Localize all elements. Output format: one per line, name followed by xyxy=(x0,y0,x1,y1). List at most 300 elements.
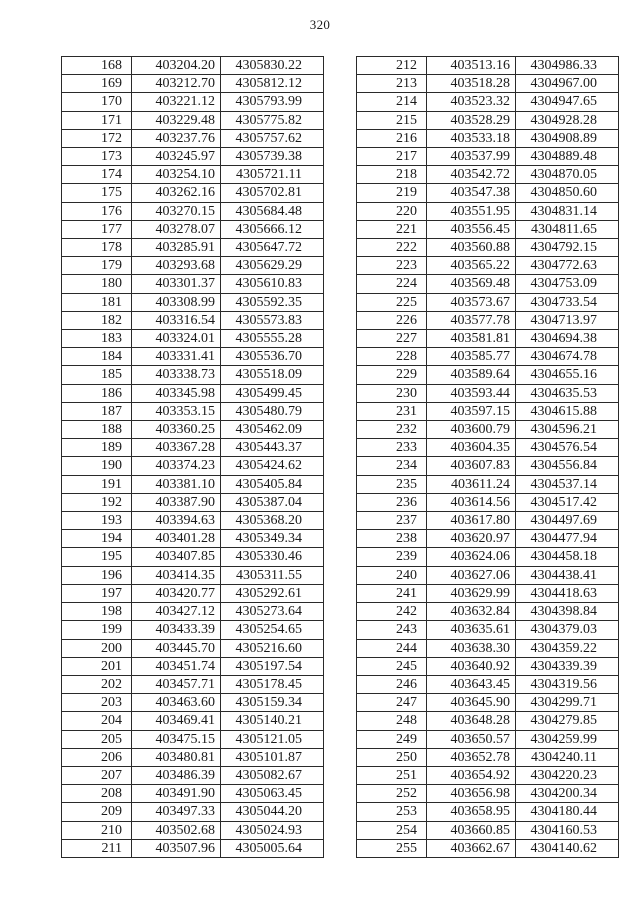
x-coordinate-cell: 403523.32 xyxy=(427,93,516,111)
x-coordinate-cell: 403528.29 xyxy=(427,111,516,129)
y-coordinate-cell: 4305082.67 xyxy=(221,766,324,784)
table-row xyxy=(357,821,619,839)
x-coordinate-cell: 403593.44 xyxy=(427,384,516,402)
point-number-cell: 192 xyxy=(62,493,132,511)
coordinate-table-right-body xyxy=(357,57,619,858)
point-number-cell: 175 xyxy=(62,184,132,202)
point-number-cell: 216 xyxy=(357,129,427,147)
y-coordinate-cell: 4304299.71 xyxy=(516,694,619,712)
x-coordinate-cell: 403581.81 xyxy=(427,330,516,348)
x-coordinate-cell: 403648.28 xyxy=(427,712,516,730)
point-number-cell: 207 xyxy=(62,766,132,784)
point-number-cell: 183 xyxy=(62,330,132,348)
table-row xyxy=(62,75,324,93)
y-coordinate-cell: 4305273.64 xyxy=(221,603,324,621)
x-coordinate-cell: 403324.01 xyxy=(132,330,221,348)
y-coordinate-cell: 4304319.56 xyxy=(516,675,619,693)
x-coordinate-cell: 403662.67 xyxy=(427,839,516,857)
table-row xyxy=(357,402,619,420)
point-number-cell: 180 xyxy=(62,275,132,293)
x-coordinate-cell: 403229.48 xyxy=(132,111,221,129)
x-coordinate-cell: 403573.67 xyxy=(427,293,516,311)
y-coordinate-cell: 4305647.72 xyxy=(221,239,324,257)
y-coordinate-cell: 4304477.94 xyxy=(516,530,619,548)
point-number-cell: 219 xyxy=(357,184,427,202)
y-coordinate-cell: 4305254.65 xyxy=(221,621,324,639)
y-coordinate-cell: 4305775.82 xyxy=(221,111,324,129)
y-coordinate-cell: 4304986.33 xyxy=(516,57,619,75)
table-row xyxy=(357,694,619,712)
y-coordinate-cell: 4305536.70 xyxy=(221,348,324,366)
coordinate-table-right xyxy=(356,56,619,858)
table-row xyxy=(62,148,324,166)
x-coordinate-cell: 403656.98 xyxy=(427,785,516,803)
y-coordinate-cell: 4304811.65 xyxy=(516,220,619,238)
table-row xyxy=(62,512,324,530)
table-row xyxy=(357,111,619,129)
table-row xyxy=(62,584,324,602)
table-row xyxy=(357,311,619,329)
x-coordinate-cell: 403556.45 xyxy=(427,220,516,238)
table-row xyxy=(62,293,324,311)
table-row xyxy=(62,202,324,220)
coordinate-table-left xyxy=(61,56,324,858)
table-row xyxy=(62,384,324,402)
x-coordinate-cell: 403420.77 xyxy=(132,584,221,602)
point-number-cell: 168 xyxy=(62,57,132,75)
point-number-cell: 210 xyxy=(62,821,132,839)
point-number-cell: 226 xyxy=(357,311,427,329)
table-row xyxy=(62,475,324,493)
point-number-cell: 172 xyxy=(62,129,132,147)
point-number-cell: 193 xyxy=(62,512,132,530)
x-coordinate-cell: 403565.22 xyxy=(427,257,516,275)
table-row xyxy=(357,548,619,566)
y-coordinate-cell: 4305424.62 xyxy=(221,457,324,475)
point-number-cell: 240 xyxy=(357,566,427,584)
coordinate-table-left-body xyxy=(62,57,324,858)
point-number-cell: 190 xyxy=(62,457,132,475)
y-coordinate-cell: 4305292.61 xyxy=(221,584,324,602)
point-number-cell: 181 xyxy=(62,293,132,311)
table-row xyxy=(357,785,619,803)
point-number-cell: 187 xyxy=(62,402,132,420)
point-number-cell: 246 xyxy=(357,675,427,693)
x-coordinate-cell: 403620.97 xyxy=(427,530,516,548)
table-row xyxy=(62,257,324,275)
x-coordinate-cell: 403469.41 xyxy=(132,712,221,730)
table-row xyxy=(357,748,619,766)
point-number-cell: 211 xyxy=(62,839,132,857)
table-row xyxy=(357,220,619,238)
table-row xyxy=(357,184,619,202)
table-row xyxy=(62,439,324,457)
y-coordinate-cell: 4305330.46 xyxy=(221,548,324,566)
table-row xyxy=(62,730,324,748)
y-coordinate-cell: 4304359.22 xyxy=(516,639,619,657)
point-number-cell: 176 xyxy=(62,202,132,220)
y-coordinate-cell: 4305573.83 xyxy=(221,311,324,329)
y-coordinate-cell: 4305592.35 xyxy=(221,293,324,311)
point-number-cell: 179 xyxy=(62,257,132,275)
y-coordinate-cell: 4305499.45 xyxy=(221,384,324,402)
point-number-cell: 218 xyxy=(357,166,427,184)
y-coordinate-cell: 4305629.29 xyxy=(221,257,324,275)
point-number-cell: 252 xyxy=(357,785,427,803)
table-row xyxy=(357,457,619,475)
y-coordinate-cell: 4305793.99 xyxy=(221,93,324,111)
point-number-cell: 236 xyxy=(357,493,427,511)
x-coordinate-cell: 403433.39 xyxy=(132,621,221,639)
table-row xyxy=(357,839,619,857)
x-coordinate-cell: 403254.10 xyxy=(132,166,221,184)
x-coordinate-cell: 403537.99 xyxy=(427,148,516,166)
table-row xyxy=(357,657,619,675)
point-number-cell: 223 xyxy=(357,257,427,275)
y-coordinate-cell: 4304792.15 xyxy=(516,239,619,257)
table-row xyxy=(62,493,324,511)
table-row xyxy=(62,457,324,475)
x-coordinate-cell: 403245.97 xyxy=(132,148,221,166)
x-coordinate-cell: 403611.24 xyxy=(427,475,516,493)
table-row xyxy=(62,694,324,712)
point-number-cell: 227 xyxy=(357,330,427,348)
point-number-cell: 233 xyxy=(357,439,427,457)
point-number-cell: 242 xyxy=(357,603,427,621)
y-coordinate-cell: 4305159.34 xyxy=(221,694,324,712)
y-coordinate-cell: 4304635.53 xyxy=(516,384,619,402)
x-coordinate-cell: 403560.88 xyxy=(427,239,516,257)
x-coordinate-cell: 403353.15 xyxy=(132,402,221,420)
x-coordinate-cell: 403654.92 xyxy=(427,766,516,784)
x-coordinate-cell: 403585.77 xyxy=(427,348,516,366)
page-number: 320 xyxy=(309,17,331,32)
x-coordinate-cell: 403604.35 xyxy=(427,439,516,457)
x-coordinate-cell: 403652.78 xyxy=(427,748,516,766)
y-coordinate-cell: 4304200.34 xyxy=(516,785,619,803)
x-coordinate-cell: 403308.99 xyxy=(132,293,221,311)
y-coordinate-cell: 4304655.16 xyxy=(516,366,619,384)
table-row xyxy=(62,421,324,439)
y-coordinate-cell: 4304694.38 xyxy=(516,330,619,348)
point-number-cell: 182 xyxy=(62,311,132,329)
y-coordinate-cell: 4304908.89 xyxy=(516,129,619,147)
table-row xyxy=(62,657,324,675)
point-number-cell: 250 xyxy=(357,748,427,766)
x-coordinate-cell: 403497.33 xyxy=(132,803,221,821)
y-coordinate-cell: 4305480.79 xyxy=(221,402,324,420)
y-coordinate-cell: 4304180.44 xyxy=(516,803,619,821)
y-coordinate-cell: 4305005.64 xyxy=(221,839,324,857)
y-coordinate-cell: 4305812.12 xyxy=(221,75,324,93)
table-row xyxy=(357,512,619,530)
y-coordinate-cell: 4304438.41 xyxy=(516,566,619,584)
y-coordinate-cell: 4304889.48 xyxy=(516,148,619,166)
y-coordinate-cell: 4304556.84 xyxy=(516,457,619,475)
point-number-cell: 249 xyxy=(357,730,427,748)
y-coordinate-cell: 4305405.84 xyxy=(221,475,324,493)
y-coordinate-cell: 4305216.60 xyxy=(221,639,324,657)
table-row xyxy=(62,111,324,129)
y-coordinate-cell: 4305140.21 xyxy=(221,712,324,730)
x-coordinate-cell: 403381.10 xyxy=(132,475,221,493)
table-row xyxy=(62,821,324,839)
table-row xyxy=(62,184,324,202)
y-coordinate-cell: 4305610.83 xyxy=(221,275,324,293)
x-coordinate-cell: 403513.16 xyxy=(427,57,516,75)
point-number-cell: 174 xyxy=(62,166,132,184)
x-coordinate-cell: 403204.20 xyxy=(132,57,221,75)
table-row xyxy=(357,330,619,348)
y-coordinate-cell: 4305684.48 xyxy=(221,202,324,220)
point-number-cell: 177 xyxy=(62,220,132,238)
y-coordinate-cell: 4305368.20 xyxy=(221,512,324,530)
table-row xyxy=(357,166,619,184)
table-row xyxy=(62,330,324,348)
y-coordinate-cell: 4305721.11 xyxy=(221,166,324,184)
x-coordinate-cell: 403551.95 xyxy=(427,202,516,220)
point-number-cell: 213 xyxy=(357,75,427,93)
table-row xyxy=(357,202,619,220)
x-coordinate-cell: 403457.71 xyxy=(132,675,221,693)
x-coordinate-cell: 403237.76 xyxy=(132,129,221,147)
point-number-cell: 206 xyxy=(62,748,132,766)
y-coordinate-cell: 4304596.21 xyxy=(516,421,619,439)
table-row xyxy=(62,530,324,548)
point-number-cell: 217 xyxy=(357,148,427,166)
table-row xyxy=(62,785,324,803)
x-coordinate-cell: 403463.60 xyxy=(132,694,221,712)
point-number-cell: 195 xyxy=(62,548,132,566)
x-coordinate-cell: 403507.96 xyxy=(132,839,221,857)
point-number-cell: 244 xyxy=(357,639,427,657)
x-coordinate-cell: 403491.90 xyxy=(132,785,221,803)
x-coordinate-cell: 403338.73 xyxy=(132,366,221,384)
point-number-cell: 169 xyxy=(62,75,132,93)
point-number-cell: 238 xyxy=(357,530,427,548)
x-coordinate-cell: 403645.90 xyxy=(427,694,516,712)
table-row xyxy=(357,603,619,621)
x-coordinate-cell: 403629.99 xyxy=(427,584,516,602)
point-number-cell: 212 xyxy=(357,57,427,75)
point-number-cell: 189 xyxy=(62,439,132,457)
table-row xyxy=(357,766,619,784)
x-coordinate-cell: 403285.91 xyxy=(132,239,221,257)
table-row xyxy=(62,675,324,693)
x-coordinate-cell: 403427.12 xyxy=(132,603,221,621)
x-coordinate-cell: 403367.28 xyxy=(132,439,221,457)
y-coordinate-cell: 4304850.60 xyxy=(516,184,619,202)
point-number-cell: 220 xyxy=(357,202,427,220)
y-coordinate-cell: 4304418.63 xyxy=(516,584,619,602)
table-row xyxy=(357,75,619,93)
table-row xyxy=(62,803,324,821)
table-row xyxy=(62,621,324,639)
x-coordinate-cell: 403278.07 xyxy=(132,220,221,238)
table-row xyxy=(62,566,324,584)
y-coordinate-cell: 4304772.63 xyxy=(516,257,619,275)
table-row xyxy=(62,57,324,75)
x-coordinate-cell: 403533.18 xyxy=(427,129,516,147)
table-row xyxy=(357,257,619,275)
table-row xyxy=(357,530,619,548)
x-coordinate-cell: 403387.90 xyxy=(132,493,221,511)
y-coordinate-cell: 4304576.54 xyxy=(516,439,619,457)
point-number-cell: 254 xyxy=(357,821,427,839)
point-number-cell: 243 xyxy=(357,621,427,639)
point-number-cell: 247 xyxy=(357,694,427,712)
point-number-cell: 198 xyxy=(62,603,132,621)
table-row xyxy=(357,584,619,602)
x-coordinate-cell: 403650.57 xyxy=(427,730,516,748)
x-coordinate-cell: 403486.39 xyxy=(132,766,221,784)
x-coordinate-cell: 403445.70 xyxy=(132,639,221,657)
point-number-cell: 232 xyxy=(357,421,427,439)
table-row xyxy=(62,603,324,621)
y-coordinate-cell: 4304753.09 xyxy=(516,275,619,293)
x-coordinate-cell: 403360.25 xyxy=(132,421,221,439)
point-number-cell: 253 xyxy=(357,803,427,821)
y-coordinate-cell: 4304279.85 xyxy=(516,712,619,730)
point-number-cell: 196 xyxy=(62,566,132,584)
table-row xyxy=(357,57,619,75)
y-coordinate-cell: 4304733.54 xyxy=(516,293,619,311)
table-row xyxy=(357,275,619,293)
x-coordinate-cell: 403394.63 xyxy=(132,512,221,530)
point-number-cell: 230 xyxy=(357,384,427,402)
x-coordinate-cell: 403221.12 xyxy=(132,93,221,111)
table-row xyxy=(62,93,324,111)
x-coordinate-cell: 403316.54 xyxy=(132,311,221,329)
table-row xyxy=(357,384,619,402)
x-coordinate-cell: 403624.06 xyxy=(427,548,516,566)
y-coordinate-cell: 4305024.93 xyxy=(221,821,324,839)
x-coordinate-cell: 403627.06 xyxy=(427,566,516,584)
x-coordinate-cell: 403569.48 xyxy=(427,275,516,293)
point-number-cell: 235 xyxy=(357,475,427,493)
point-number-cell: 191 xyxy=(62,475,132,493)
point-number-cell: 178 xyxy=(62,239,132,257)
y-coordinate-cell: 4304947.65 xyxy=(516,93,619,111)
y-coordinate-cell: 4304517.42 xyxy=(516,493,619,511)
y-coordinate-cell: 4304713.97 xyxy=(516,311,619,329)
x-coordinate-cell: 403597.15 xyxy=(427,402,516,420)
point-number-cell: 239 xyxy=(357,548,427,566)
y-coordinate-cell: 4304928.28 xyxy=(516,111,619,129)
table-row xyxy=(62,239,324,257)
y-coordinate-cell: 4305349.34 xyxy=(221,530,324,548)
point-number-cell: 205 xyxy=(62,730,132,748)
point-number-cell: 201 xyxy=(62,657,132,675)
y-coordinate-cell: 4304497.69 xyxy=(516,512,619,530)
table-row xyxy=(62,366,324,384)
x-coordinate-cell: 403632.84 xyxy=(427,603,516,621)
point-number-cell: 225 xyxy=(357,293,427,311)
table-row xyxy=(357,293,619,311)
y-coordinate-cell: 4304458.18 xyxy=(516,548,619,566)
y-coordinate-cell: 4304967.00 xyxy=(516,75,619,93)
point-number-cell: 185 xyxy=(62,366,132,384)
table-row xyxy=(357,675,619,693)
table-row xyxy=(357,493,619,511)
x-coordinate-cell: 403635.61 xyxy=(427,621,516,639)
point-number-cell: 214 xyxy=(357,93,427,111)
point-number-cell: 224 xyxy=(357,275,427,293)
y-coordinate-cell: 4304379.03 xyxy=(516,621,619,639)
x-coordinate-cell: 403502.68 xyxy=(132,821,221,839)
x-coordinate-cell: 403643.45 xyxy=(427,675,516,693)
y-coordinate-cell: 4304339.39 xyxy=(516,657,619,675)
x-coordinate-cell: 403660.85 xyxy=(427,821,516,839)
point-number-cell: 184 xyxy=(62,348,132,366)
table-row xyxy=(62,839,324,857)
y-coordinate-cell: 4305063.45 xyxy=(221,785,324,803)
point-number-cell: 194 xyxy=(62,530,132,548)
point-number-cell: 199 xyxy=(62,621,132,639)
y-coordinate-cell: 4304259.99 xyxy=(516,730,619,748)
table-row xyxy=(62,712,324,730)
point-number-cell: 209 xyxy=(62,803,132,821)
table-row xyxy=(357,475,619,493)
y-coordinate-cell: 4305311.55 xyxy=(221,566,324,584)
table-row xyxy=(357,439,619,457)
y-coordinate-cell: 4305666.12 xyxy=(221,220,324,238)
y-coordinate-cell: 4305462.09 xyxy=(221,421,324,439)
y-coordinate-cell: 4304240.11 xyxy=(516,748,619,766)
table-row xyxy=(357,621,619,639)
point-number-cell: 228 xyxy=(357,348,427,366)
table-row xyxy=(357,566,619,584)
table-row xyxy=(357,639,619,657)
point-number-cell: 202 xyxy=(62,675,132,693)
point-number-cell: 221 xyxy=(357,220,427,238)
x-coordinate-cell: 403451.74 xyxy=(132,657,221,675)
x-coordinate-cell: 403480.81 xyxy=(132,748,221,766)
point-number-cell: 251 xyxy=(357,766,427,784)
table-row xyxy=(357,730,619,748)
y-coordinate-cell: 4304674.78 xyxy=(516,348,619,366)
y-coordinate-cell: 4304615.88 xyxy=(516,402,619,420)
x-coordinate-cell: 403270.15 xyxy=(132,202,221,220)
y-coordinate-cell: 4304140.62 xyxy=(516,839,619,857)
x-coordinate-cell: 403638.30 xyxy=(427,639,516,657)
table-row xyxy=(62,311,324,329)
point-number-cell: 173 xyxy=(62,148,132,166)
point-number-cell: 237 xyxy=(357,512,427,530)
y-coordinate-cell: 4305555.28 xyxy=(221,330,324,348)
x-coordinate-cell: 403374.23 xyxy=(132,457,221,475)
table-row xyxy=(62,548,324,566)
x-coordinate-cell: 403600.79 xyxy=(427,421,516,439)
table-row xyxy=(62,275,324,293)
point-number-cell: 222 xyxy=(357,239,427,257)
x-coordinate-cell: 403401.28 xyxy=(132,530,221,548)
y-coordinate-cell: 4305178.45 xyxy=(221,675,324,693)
point-number-cell: 188 xyxy=(62,421,132,439)
table-row xyxy=(357,803,619,821)
table-row xyxy=(357,712,619,730)
table-row xyxy=(62,166,324,184)
point-number-cell: 248 xyxy=(357,712,427,730)
y-coordinate-cell: 4305197.54 xyxy=(221,657,324,675)
x-coordinate-cell: 403547.38 xyxy=(427,184,516,202)
point-number-cell: 245 xyxy=(357,657,427,675)
x-coordinate-cell: 403345.98 xyxy=(132,384,221,402)
y-coordinate-cell: 4305702.81 xyxy=(221,184,324,202)
x-coordinate-cell: 403475.15 xyxy=(132,730,221,748)
y-coordinate-cell: 4304831.14 xyxy=(516,202,619,220)
x-coordinate-cell: 403414.35 xyxy=(132,566,221,584)
